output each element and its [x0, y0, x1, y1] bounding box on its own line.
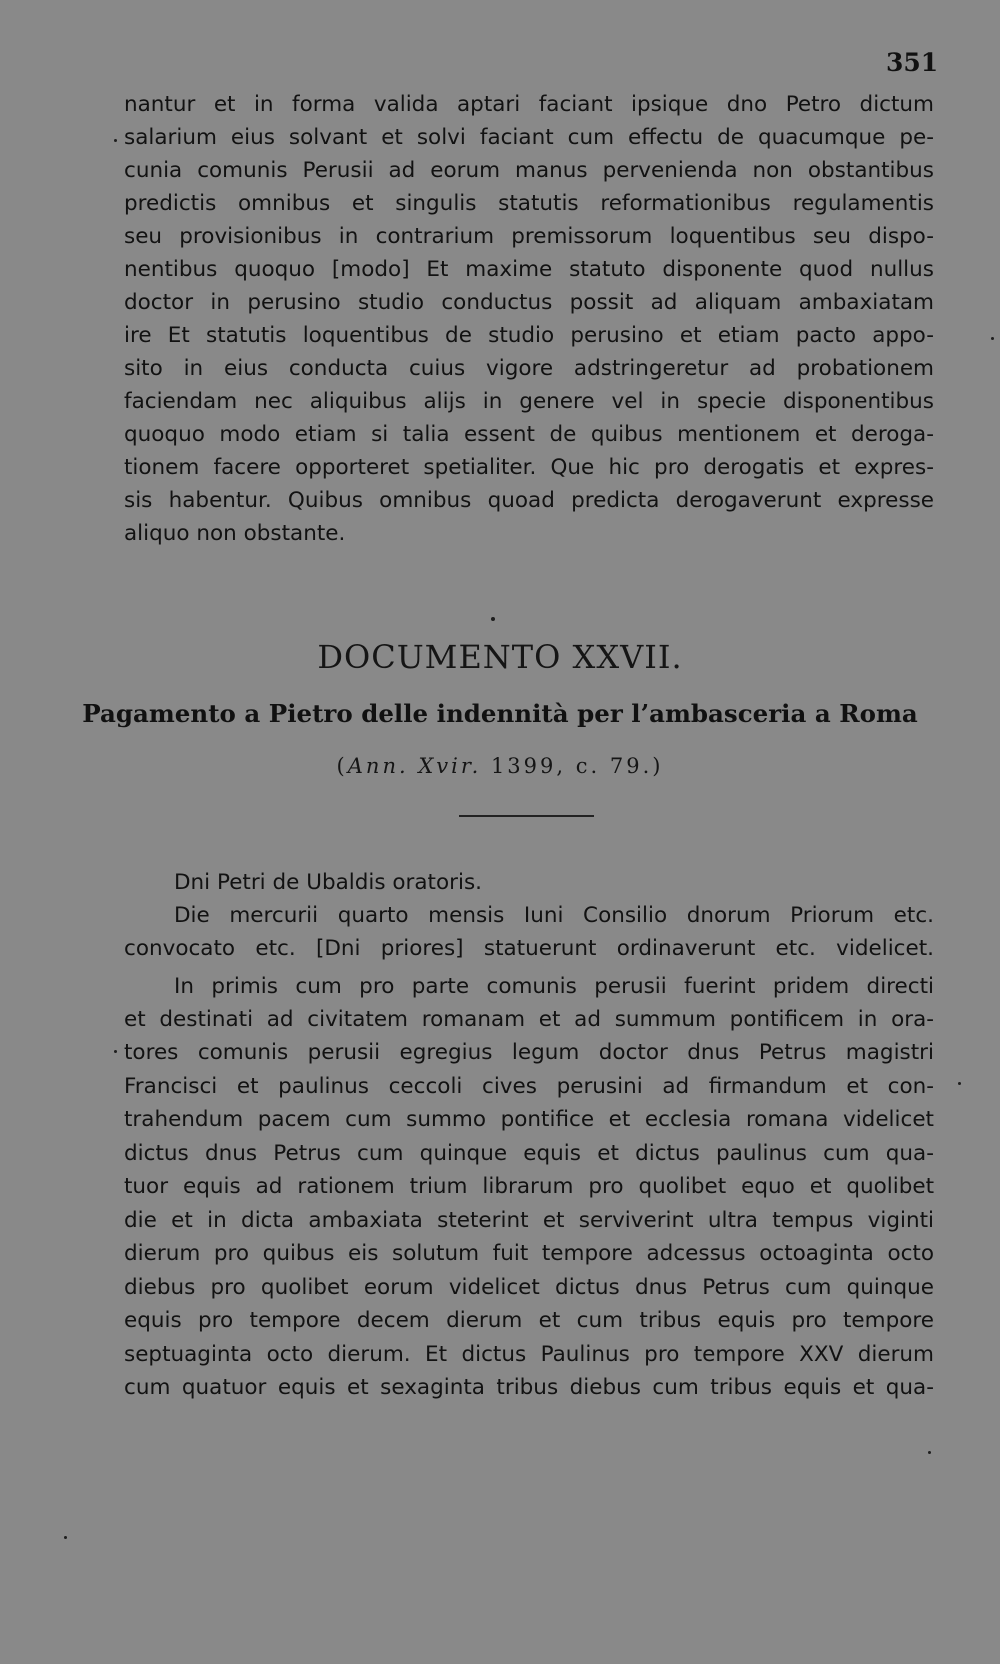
document-source	[0, 754, 1000, 778]
text-line: et destinati ad civitatem romanam et ad summum pontificem in ora-	[124, 1007, 934, 1032]
text-line: die et in dicta ambaxiata steterint et serviverint ultra tempus viginti	[124, 1208, 934, 1233]
scan-speck	[114, 139, 117, 142]
text-line: Die mercurii quarto mensis Iuni Consilio dnorum Priorum etc.	[174, 903, 934, 928]
source-reference: 1399, c. 79.)	[481, 754, 664, 778]
text-line: tuor equis ad rationem trium librarum pro quolibet equo et quolibet	[124, 1174, 934, 1199]
scan-speck	[958, 1082, 961, 1085]
text-line: diebus pro quolibet eorum videlicet dictus dnus Petrus cum quinque	[124, 1275, 934, 1300]
text-line: aliquo non obstante.	[124, 521, 346, 546]
page-number: 351	[886, 48, 939, 77]
text-line: sito in eius conducta cuius vigore adstringeretur ad probationem	[124, 356, 934, 381]
text-line: Francisci et paulinus ceccoli cives perusini ad firmandum et con-	[124, 1074, 934, 1099]
scan-speck	[991, 337, 994, 340]
text-line: Dni Petri de Ubaldis oratoris.	[174, 870, 482, 895]
text-line: nantur et in forma valida aptari faciant ipsique dno Petro dictum	[124, 92, 934, 117]
source-archive: Ann. Xvir.	[347, 754, 482, 778]
text-line: tores comunis perusii egregius legum doctor dnus Petrus magistri	[124, 1040, 934, 1065]
text-line: In primis cum pro parte comunis perusii fuerint pridem directi	[174, 974, 934, 999]
text-line: tionem facere opporteret spetialiter. Que hic pro derogatis et expres-	[124, 455, 934, 480]
scan-speck	[64, 1536, 67, 1539]
separator-rule	[459, 815, 594, 817]
text-line: faciendam nec aliquibus alijs in genere vel in specie disponentibus	[124, 389, 934, 414]
text-line: convocato etc. [Dni priores] statuerunt ordinaverunt etc. videlicet.	[124, 936, 934, 961]
text-line: quoquo modo etiam si talia essent de quibus mentionem et deroga-	[124, 422, 934, 447]
source-open: (	[336, 754, 348, 778]
text-line: cunia comunis Perusii ad eorum manus pervenienda non obstantibus	[124, 158, 934, 183]
text-line: septuaginta octo dierum. Et dictus Paulinus pro tempore XXV dierum	[124, 1342, 934, 1367]
scan-speck	[928, 1451, 931, 1454]
text-line: nentibus quoquo [modo] Et maxime statuto disponente quod nullus	[124, 257, 934, 282]
text-line: seu provisionibus in contrarium premissorum loquentibus seu dispo-	[124, 224, 934, 249]
text-line: trahendum pacem cum summo pontifice et ecclesia romana videlicet	[124, 1107, 934, 1132]
text-line: cum quatuor equis et sexaginta tribus diebus cum tribus equis et qua-	[124, 1375, 934, 1400]
text-line: doctor in perusino studio conductus possit ad aliquam ambaxiatam	[124, 290, 934, 315]
scan-speck	[491, 617, 495, 621]
document-subtitle: Pagamento a Pietro delle indennità per l’ambasceria a Roma	[82, 699, 918, 728]
scan-speck	[114, 1050, 117, 1053]
text-line: equis pro tempore decem dierum et cum tribus equis pro tempore	[124, 1308, 934, 1333]
document-title: DOCUMENTO XXVII.	[317, 638, 683, 676]
text-line: dictus dnus Petrus cum quinque equis et dictus paulinus cum qua-	[124, 1141, 934, 1166]
text-line: salarium eius solvant et solvi faciant cum effectu de quacumque pe-	[124, 125, 934, 150]
text-line: sis habentur. Quibus omnibus quoad predicta derogaverunt expresse	[124, 488, 934, 513]
text-line: dierum pro quibus eis solutum fuit tempore adcessus octoaginta octo	[124, 1241, 934, 1266]
text-line: ire Et statutis loquentibus de studio perusino et etiam pacto appo-	[124, 323, 934, 348]
text-line: predictis omnibus et singulis statutis reformationibus regulamentis	[124, 191, 934, 216]
